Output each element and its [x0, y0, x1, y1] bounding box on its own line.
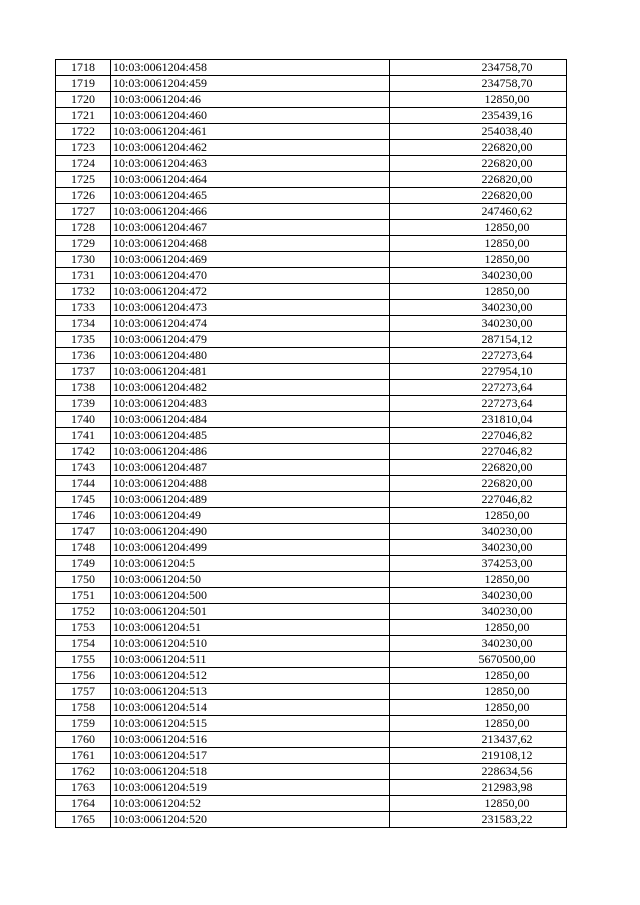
- value-cell: 340230,00: [390, 316, 567, 332]
- row-number-cell: 1749: [56, 556, 111, 572]
- cadastral-number-cell: 10:03:0061204:488: [111, 476, 390, 492]
- cadastral-number-cell: 10:03:0061204:516: [111, 732, 390, 748]
- value-cell: 12850,00: [390, 668, 567, 684]
- row-number-cell: 1729: [56, 236, 111, 252]
- table-row: [56, 732, 567, 748]
- row-number-cell: 1736: [56, 348, 111, 364]
- table-row: [56, 348, 567, 364]
- row-number-cell: 1748: [56, 540, 111, 556]
- row-number-cell: 1722: [56, 124, 111, 140]
- value-cell: 226820,00: [390, 172, 567, 188]
- cadastral-number-cell: 10:03:0061204:520: [111, 812, 390, 828]
- row-number-cell: 1754: [56, 636, 111, 652]
- table-row: [56, 556, 567, 572]
- cadastral-number-cell: 10:03:0061204:490: [111, 524, 390, 540]
- row-number-cell: 1734: [56, 316, 111, 332]
- table-row: [56, 364, 567, 380]
- table-row: [56, 236, 567, 252]
- table-row: [56, 156, 567, 172]
- cadastral-number-cell: 10:03:0061204:481: [111, 364, 390, 380]
- table-row: [56, 636, 567, 652]
- row-number-cell: 1735: [56, 332, 111, 348]
- cadastral-number-cell: 10:03:0061204:470: [111, 268, 390, 284]
- row-number-cell: 1725: [56, 172, 111, 188]
- value-cell: 212983,98: [390, 780, 567, 796]
- table-row: [56, 60, 567, 76]
- row-number-cell: 1743: [56, 460, 111, 476]
- row-number-cell: 1726: [56, 188, 111, 204]
- row-number-cell: 1741: [56, 428, 111, 444]
- row-number-cell: 1740: [56, 412, 111, 428]
- cadastral-number-cell: 10:03:0061204:487: [111, 460, 390, 476]
- table-row: [56, 396, 567, 412]
- table-row: [56, 492, 567, 508]
- table-row: [56, 620, 567, 636]
- value-cell: 12850,00: [390, 572, 567, 588]
- value-cell: 226820,00: [390, 476, 567, 492]
- value-cell: 226820,00: [390, 156, 567, 172]
- value-cell: 12850,00: [390, 508, 567, 524]
- row-number-cell: 1728: [56, 220, 111, 236]
- row-number-cell: 1759: [56, 716, 111, 732]
- cadastral-number-cell: 10:03:0061204:460: [111, 108, 390, 124]
- table-row: [56, 268, 567, 284]
- value-cell: 227273,64: [390, 348, 567, 364]
- row-number-cell: 1765: [56, 812, 111, 828]
- cadastral-number-cell: 10:03:0061204:458: [111, 60, 390, 76]
- value-cell: 12850,00: [390, 716, 567, 732]
- table-body: [56, 60, 567, 828]
- cadastral-number-cell: 10:03:0061204:485: [111, 428, 390, 444]
- row-number-cell: 1738: [56, 380, 111, 396]
- cadastral-number-cell: 10:03:0061204:510: [111, 636, 390, 652]
- table-row: [56, 652, 567, 668]
- value-cell: 227046,82: [390, 444, 567, 460]
- row-number-cell: 1756: [56, 668, 111, 684]
- row-number-cell: 1751: [56, 588, 111, 604]
- row-number-cell: 1752: [56, 604, 111, 620]
- row-number-cell: 1742: [56, 444, 111, 460]
- row-number-cell: 1761: [56, 748, 111, 764]
- value-cell: 235439,16: [390, 108, 567, 124]
- cadastral-number-cell: 10:03:0061204:512: [111, 668, 390, 684]
- table-row: [56, 524, 567, 540]
- value-cell: 340230,00: [390, 540, 567, 556]
- cadastral-number-cell: 10:03:0061204:518: [111, 764, 390, 780]
- value-cell: 340230,00: [390, 268, 567, 284]
- row-number-cell: 1753: [56, 620, 111, 636]
- value-cell: 12850,00: [390, 796, 567, 812]
- value-cell: 213437,62: [390, 732, 567, 748]
- value-cell: 226820,00: [390, 188, 567, 204]
- table-row: [56, 444, 567, 460]
- table-row: [56, 252, 567, 268]
- value-cell: 226820,00: [390, 140, 567, 156]
- cadastral-number-cell: 10:03:0061204:489: [111, 492, 390, 508]
- row-number-cell: 1746: [56, 508, 111, 524]
- table-row: [56, 172, 567, 188]
- value-cell: 227046,82: [390, 492, 567, 508]
- cadastral-number-cell: 10:03:0061204:515: [111, 716, 390, 732]
- value-cell: 227273,64: [390, 396, 567, 412]
- cadastral-number-cell: 10:03:0061204:462: [111, 140, 390, 156]
- row-number-cell: 1760: [56, 732, 111, 748]
- row-number-cell: 1727: [56, 204, 111, 220]
- table-row: [56, 380, 567, 396]
- row-number-cell: 1721: [56, 108, 111, 124]
- table-row: [56, 76, 567, 92]
- table-row: [56, 108, 567, 124]
- table-row: [56, 684, 567, 700]
- row-number-cell: 1719: [56, 76, 111, 92]
- cadastral-number-cell: 10:03:0061204:459: [111, 76, 390, 92]
- table-row: [56, 748, 567, 764]
- table-row: [56, 764, 567, 780]
- value-cell: 228634,56: [390, 764, 567, 780]
- row-number-cell: 1731: [56, 268, 111, 284]
- cadastral-number-cell: 10:03:0061204:499: [111, 540, 390, 556]
- row-number-cell: 1724: [56, 156, 111, 172]
- row-number-cell: 1720: [56, 92, 111, 108]
- table-row: [56, 812, 567, 828]
- value-cell: 226820,00: [390, 460, 567, 476]
- row-number-cell: 1744: [56, 476, 111, 492]
- value-cell: 12850,00: [390, 252, 567, 268]
- value-cell: 231583,22: [390, 812, 567, 828]
- cadastral-number-cell: 10:03:0061204:467: [111, 220, 390, 236]
- row-number-cell: 1758: [56, 700, 111, 716]
- value-cell: 12850,00: [390, 284, 567, 300]
- value-cell: 12850,00: [390, 684, 567, 700]
- value-cell: 374253,00: [390, 556, 567, 572]
- row-number-cell: 1733: [56, 300, 111, 316]
- table-row: [56, 300, 567, 316]
- table-row: [56, 332, 567, 348]
- cadastral-number-cell: 10:03:0061204:519: [111, 780, 390, 796]
- cadastral-number-cell: 10:03:0061204:486: [111, 444, 390, 460]
- row-number-cell: 1737: [56, 364, 111, 380]
- table-row: [56, 604, 567, 620]
- row-number-cell: 1750: [56, 572, 111, 588]
- cadastral-number-cell: 10:03:0061204:473: [111, 300, 390, 316]
- value-cell: 219108,12: [390, 748, 567, 764]
- table-row: [56, 124, 567, 140]
- value-cell: 340230,00: [390, 524, 567, 540]
- table-row: [56, 572, 567, 588]
- table-row: [56, 508, 567, 524]
- value-cell: 247460,62: [390, 204, 567, 220]
- cadastral-number-cell: 10:03:0061204:464: [111, 172, 390, 188]
- table-row: [56, 540, 567, 556]
- cadastral-number-cell: 10:03:0061204:469: [111, 252, 390, 268]
- cadastral-number-cell: 10:03:0061204:511: [111, 652, 390, 668]
- value-cell: 227273,64: [390, 380, 567, 396]
- value-cell: 12850,00: [390, 92, 567, 108]
- cadastral-number-cell: 10:03:0061204:480: [111, 348, 390, 364]
- cadastral-number-cell: 10:03:0061204:50: [111, 572, 390, 588]
- cadastral-number-cell: 10:03:0061204:52: [111, 796, 390, 812]
- table-row: [56, 92, 567, 108]
- row-number-cell: 1745: [56, 492, 111, 508]
- table-row: [56, 412, 567, 428]
- table-row: [56, 716, 567, 732]
- cadastral-number-cell: 10:03:0061204:472: [111, 284, 390, 300]
- table-row: [56, 476, 567, 492]
- row-number-cell: 1757: [56, 684, 111, 700]
- table-row: [56, 188, 567, 204]
- value-cell: 12850,00: [390, 220, 567, 236]
- value-cell: 340230,00: [390, 604, 567, 620]
- table-row: [56, 428, 567, 444]
- row-number-cell: 1762: [56, 764, 111, 780]
- value-cell: 5670500,00: [390, 652, 567, 668]
- value-cell: 340230,00: [390, 588, 567, 604]
- cadastral-number-cell: 10:03:0061204:517: [111, 748, 390, 764]
- cadastral-number-cell: 10:03:0061204:466: [111, 204, 390, 220]
- table-row: [56, 220, 567, 236]
- table-row: [56, 204, 567, 220]
- cadastral-number-cell: 10:03:0061204:501: [111, 604, 390, 620]
- row-number-cell: 1764: [56, 796, 111, 812]
- cadastral-number-cell: 10:03:0061204:46: [111, 92, 390, 108]
- cadastral-number-cell: 10:03:0061204:5: [111, 556, 390, 572]
- value-cell: 287154,12: [390, 332, 567, 348]
- cadastral-number-cell: 10:03:0061204:461: [111, 124, 390, 140]
- cadastral-number-cell: 10:03:0061204:465: [111, 188, 390, 204]
- cadastral-number-cell: 10:03:0061204:500: [111, 588, 390, 604]
- cadastral-value-table: [55, 59, 567, 828]
- cadastral-number-cell: 10:03:0061204:468: [111, 236, 390, 252]
- cadastral-number-cell: 10:03:0061204:483: [111, 396, 390, 412]
- row-number-cell: 1747: [56, 524, 111, 540]
- table-row: [56, 588, 567, 604]
- value-cell: 254038,40: [390, 124, 567, 140]
- cadastral-number-cell: 10:03:0061204:51: [111, 620, 390, 636]
- value-cell: 12850,00: [390, 236, 567, 252]
- value-cell: 227046,82: [390, 428, 567, 444]
- value-cell: 12850,00: [390, 700, 567, 716]
- cadastral-number-cell: 10:03:0061204:482: [111, 380, 390, 396]
- row-number-cell: 1732: [56, 284, 111, 300]
- table-row: [56, 700, 567, 716]
- table-row: [56, 668, 567, 684]
- cadastral-number-cell: 10:03:0061204:484: [111, 412, 390, 428]
- table-row: [56, 284, 567, 300]
- value-cell: 231810,04: [390, 412, 567, 428]
- value-cell: 234758,70: [390, 60, 567, 76]
- table-row: [56, 780, 567, 796]
- row-number-cell: 1739: [56, 396, 111, 412]
- value-cell: 340230,00: [390, 636, 567, 652]
- row-number-cell: 1763: [56, 780, 111, 796]
- value-cell: 12850,00: [390, 620, 567, 636]
- value-cell: 234758,70: [390, 76, 567, 92]
- table-row: [56, 796, 567, 812]
- row-number-cell: 1723: [56, 140, 111, 156]
- value-cell: 227954,10: [390, 364, 567, 380]
- cadastral-number-cell: 10:03:0061204:514: [111, 700, 390, 716]
- cadastral-number-cell: 10:03:0061204:49: [111, 508, 390, 524]
- cadastral-number-cell: 10:03:0061204:463: [111, 156, 390, 172]
- table-row: [56, 140, 567, 156]
- cadastral-number-cell: 10:03:0061204:513: [111, 684, 390, 700]
- table-row: [56, 316, 567, 332]
- cadastral-number-cell: 10:03:0061204:474: [111, 316, 390, 332]
- row-number-cell: 1730: [56, 252, 111, 268]
- row-number-cell: 1718: [56, 60, 111, 76]
- row-number-cell: 1755: [56, 652, 111, 668]
- table-row: [56, 460, 567, 476]
- value-cell: 340230,00: [390, 300, 567, 316]
- cadastral-number-cell: 10:03:0061204:479: [111, 332, 390, 348]
